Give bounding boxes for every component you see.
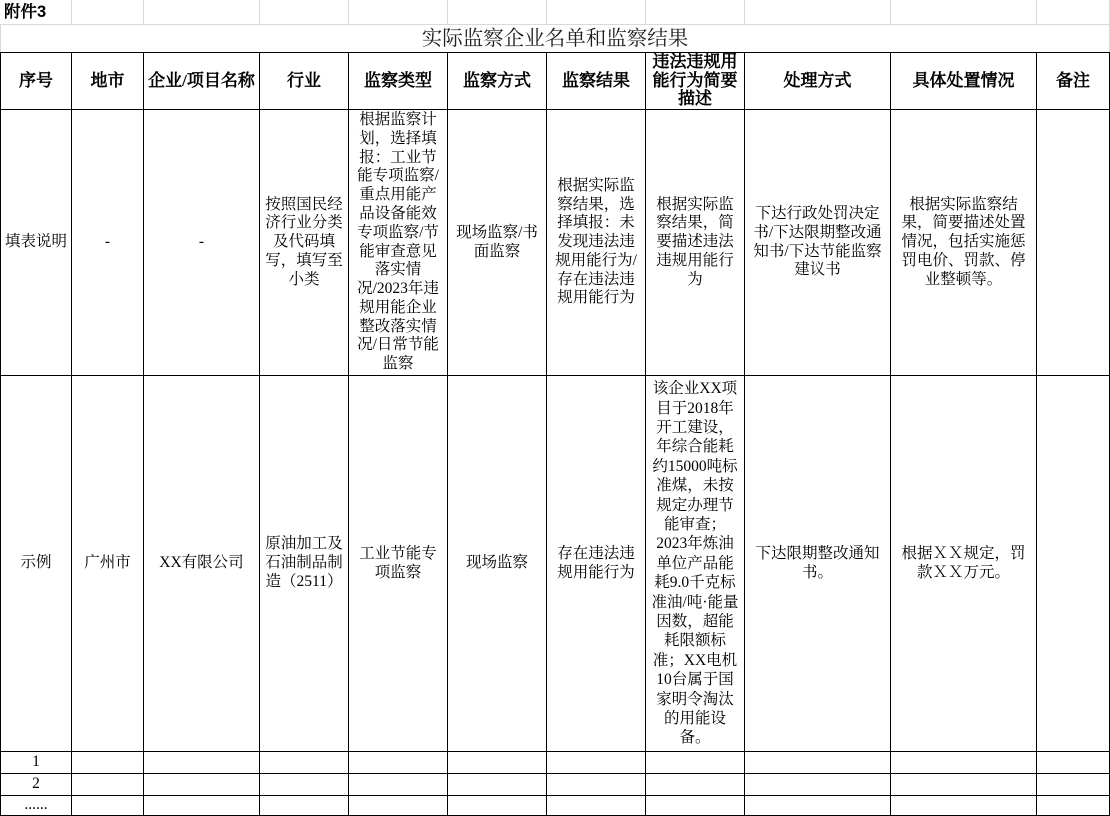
top-row-cell: [349, 0, 448, 25]
blank-row-1-company: [144, 752, 260, 774]
header-inspection-result: 监察结果: [547, 52, 646, 110]
example-row-inspection-method: 现场监察: [448, 376, 547, 752]
example-row-company: XX有限公司: [144, 376, 260, 752]
example-row-violation-description: 该企业XX项目于2018年开工建设，年综合能耗约15000吨标准煤，未按规定办理节能审查；2023年炼油单位产品能耗9.0千克标准油/吨·能量因数，超能耗限额标准；XX电机10台属于国家明令淘汰的用能设备。: [646, 376, 745, 752]
blank-row-1-disposal-details: [891, 752, 1037, 774]
header-violation-description: 违法违规用能行为简要描述: [646, 52, 745, 110]
instructions-row-serial: 填表说明: [0, 110, 72, 376]
blank-row-2-inspection-type: [349, 774, 448, 796]
example-row-inspection-type: 工业节能专项监察: [349, 376, 448, 752]
instructions-row-inspection-method: 现场监察/书面监察: [448, 110, 547, 376]
blank-row-2-violation-description: [646, 774, 745, 796]
header-serial-number: 序号: [0, 52, 72, 110]
blank-row-2-disposal-details: [891, 774, 1037, 796]
continuation-row-disposal-details: [891, 796, 1037, 816]
blank-row-2-handling-method: [745, 774, 891, 796]
blank-row-1-inspection-method: [448, 752, 547, 774]
instructions-row-industry: 按照国民经济行业分类及代码填写，填写至小类: [260, 110, 349, 376]
blank-row-1-inspection-type: [349, 752, 448, 774]
header-disposal-details: 具体处置情况: [891, 52, 1037, 110]
instructions-row-handling-method: 下达行政处罚决定书/下达限期整改通知书/下达节能监察建议书: [745, 110, 891, 376]
blank-row-1-inspection-result: [547, 752, 646, 774]
blank-row-1-city: [72, 752, 144, 774]
blank-row-2-city: [72, 774, 144, 796]
top-row-cell: [260, 0, 349, 25]
header-inspection-method: 监察方式: [448, 52, 547, 110]
header-city: 地市: [72, 52, 144, 110]
top-row: [0, 0, 1110, 25]
instructions-row-city: -: [72, 110, 144, 376]
continuation-row-handling-method: [745, 796, 891, 816]
instructions-row-company: -: [144, 110, 260, 376]
blank-row-2-company: [144, 774, 260, 796]
example-row-remarks: [1037, 376, 1110, 752]
header-company-project-name: 企业/项目名称: [144, 52, 260, 110]
continuation-row-violation-description: [646, 796, 745, 816]
top-row-cell: [745, 0, 891, 25]
continuation-row-inspection-method: [448, 796, 547, 816]
header-remarks: 备注: [1037, 52, 1110, 110]
example-row-disposal-details: 根据ＸＸ规定，罚款ＸＸ万元。: [891, 376, 1037, 752]
blank-row-1-industry: [260, 752, 349, 774]
blank-row-1-handling-method: [745, 752, 891, 774]
header-inspection-type: 监察类型: [349, 52, 448, 110]
inspection-results-table: [0, 52, 1110, 816]
blank-row-2-industry: [260, 774, 349, 796]
top-row-cell: [547, 0, 646, 25]
blank-row-1-remarks: [1037, 752, 1110, 774]
continuation-row-city: [72, 796, 144, 816]
continuation-row-inspection-result: [547, 796, 646, 816]
top-row-cell: [646, 0, 745, 25]
instructions-row-remarks: [1037, 110, 1110, 376]
blank-row-2-inspection-result: [547, 774, 646, 796]
header-handling-method: 处理方式: [745, 52, 891, 110]
example-row-industry: 原油加工及石油制品制造（2511）: [260, 376, 349, 752]
continuation-row-serial: ......: [0, 796, 72, 816]
blank-row-1-serial: 1: [0, 752, 72, 774]
top-row-cell: [891, 0, 1037, 25]
continuation-row-remarks: [1037, 796, 1110, 816]
page-title: 实际监察企业名单和监察结果: [0, 25, 1110, 52]
top-row-cell: [448, 0, 547, 25]
blank-row-2-inspection-method: [448, 774, 547, 796]
top-row-cell: [1037, 0, 1110, 25]
instructions-row-disposal-details: 根据实际监察结果，简要描述处置情况，包括实施惩罚电价、罚款、停业整顿等。: [891, 110, 1037, 376]
attachment-label: 附件3: [0, 0, 72, 25]
continuation-row-industry: [260, 796, 349, 816]
instructions-row-inspection-result: 根据实际监察结果，选择填报：未发现违法违规用能行为/存在违法违规用能行为: [547, 110, 646, 376]
example-row-handling-method: 下达限期整改通知书。: [745, 376, 891, 752]
example-row-serial: 示例: [0, 376, 72, 752]
continuation-row-inspection-type: [349, 796, 448, 816]
example-row-city: 广州市: [72, 376, 144, 752]
instructions-row-violation-description: 根据实际监察结果，简要描述违法违规用能行为: [646, 110, 745, 376]
example-row-inspection-result: 存在违法违规用能行为: [547, 376, 646, 752]
header-industry: 行业: [260, 52, 349, 110]
blank-row-1-violation-description: [646, 752, 745, 774]
instructions-row-inspection-type: 根据监察计划，选择填报：工业节能专项监察/重点用能产品设备能效专项监察/节能审查意见落实情况/2023年违规用能企业整改落实情况/日常节能监察: [349, 110, 448, 376]
top-row-cell: [72, 0, 144, 25]
blank-row-2-remarks: [1037, 774, 1110, 796]
blank-row-2-serial: 2: [0, 774, 72, 796]
continuation-row-company: [144, 796, 260, 816]
top-row-cell: [144, 0, 260, 25]
